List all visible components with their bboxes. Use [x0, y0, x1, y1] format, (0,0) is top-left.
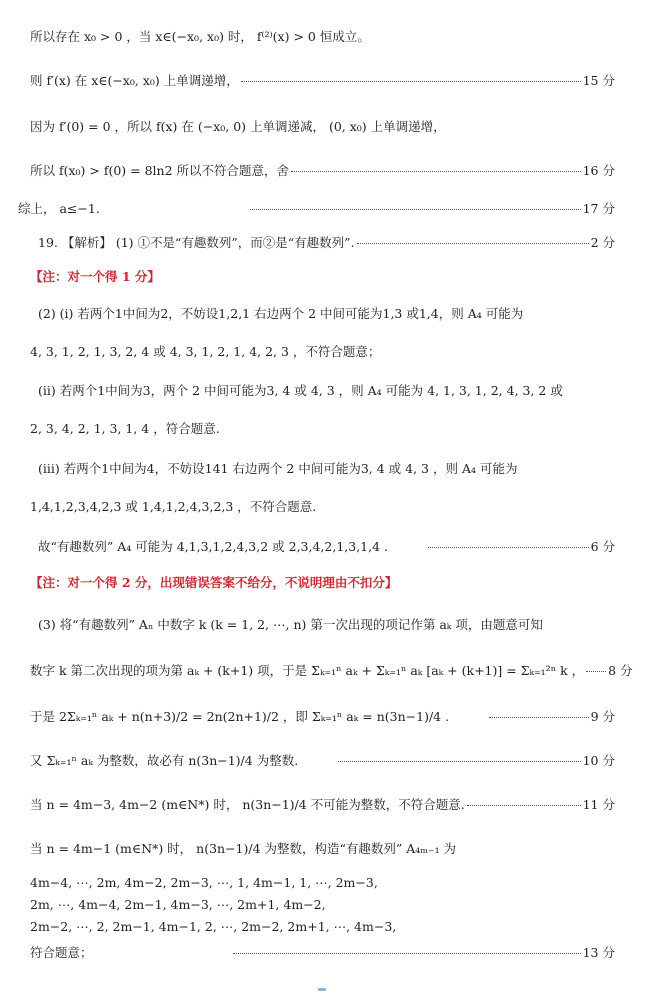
- dot-leader: [250, 209, 581, 210]
- line-part2-summary: 故“有趣数列” A₄ 可能为 4,1,3,1,2,4,3,2 或 2,3,4,2,1,3,1,4 . 6 分: [38, 539, 615, 554]
- line-x0-exists: 所以存在 x₀ > 0 ，当 x∈(−x₀, x₀) 时， f⁽²⁾(x) > 0 恒成立。: [30, 29, 370, 44]
- score-2: 2 分: [590, 235, 615, 250]
- line-part2-iii-b: 1,4,1,2,3,4,2,3 或 1,4,1,2,4,3,2,3 ，不符合题意.: [30, 499, 317, 514]
- line-reject: 所以 f(x₀) > f(0) = 8ln2 所以不符合题意，舍 16 分: [30, 163, 615, 178]
- line-part3-a: (3) 将“有趣数列” Aₙ 中数字 k (k = 1, 2, ⋯, n) 第一次出现的项记作第 aₖ 项，由题意可知: [38, 617, 543, 632]
- score-9: 9 分: [590, 709, 615, 724]
- dot-leader: [291, 171, 581, 172]
- line-fprime-increasing: 则 f′(x) 在 x∈(−x₀, x₀) 上单调递增， 15 分: [30, 73, 615, 88]
- dot-leader: [428, 547, 589, 548]
- score-15: 15 分: [582, 73, 615, 88]
- line-part3-e: 当 n = 4m−3, 4m−2 (m∈N*) 时， n(3n−1)/4 不可能为整数，不符合题意. 11 分: [30, 797, 615, 812]
- note-one-point: 【注：对一个得 1 分】: [30, 269, 160, 284]
- dot-leader: [586, 671, 606, 672]
- score-8: 8 分: [608, 663, 633, 678]
- score-11: 11 分: [582, 797, 615, 812]
- line-conclusion: 综上， a≤−1. 17 分: [18, 201, 615, 216]
- score-17: 17 分: [582, 201, 615, 216]
- page-edge-mark: [318, 988, 326, 991]
- dot-leader: [233, 953, 581, 954]
- dot-leader: [489, 717, 588, 718]
- sequence-line-1: 4m−4, ⋯, 2m, 4m−2, 2m−3, ⋯, 1, 4m−1, 1, ⋯, 2m−3,: [30, 875, 378, 890]
- line-part3-b: 数字 k 第二次出现的项为第 aₖ + (k+1) 项，于是 Σₖ₌₁ⁿ aₖ + Σₖ₌₁ⁿ aₖ [aₖ + (k+1)] = Σₖ₌₁²ⁿ k ， 8 分: [30, 663, 633, 678]
- line-part2-iii-a: (iii) 若两个1中间为4，不妨设141 右边两个 2 中间可能为3, 4 或 4, 3 ，则 A₄ 可能为: [38, 461, 518, 476]
- line-q19-part1: 19. 【解析】 (1) ①不是“有趣数列”，而②是“有趣数列”. 2 分: [38, 235, 615, 250]
- score-16: 16 分: [582, 163, 615, 178]
- dot-leader: [357, 243, 589, 244]
- line-part2-ii-b: 2, 3, 4, 2, 1, 3, 1, 4 ，符合题意.: [30, 421, 220, 436]
- line-final: 符合题意； 13 分: [30, 945, 615, 960]
- line-part2-i-b: 4, 3, 1, 2, 1, 3, 2, 4 或 4, 3, 1, 2, 1, 4, 2, 3 ，不符合题意；: [30, 344, 381, 359]
- dot-leader: [241, 81, 581, 82]
- score-10: 10 分: [582, 753, 615, 768]
- score-6: 6 分: [590, 539, 615, 554]
- note-two-points: 【注：对一个得 2 分，出现错误答案不给分，不说明理由不扣分】: [30, 575, 398, 590]
- line-part3-d: 又 Σₖ₌₁ⁿ aₖ 为整数，故必有 n(3n−1)/4 为整数. 10 分: [30, 753, 615, 768]
- dot-leader: [467, 805, 581, 806]
- sequence-line-3: 2m−2, ⋯, 2, 2m−1, 4m−1, 2, ⋯, 2m−2, 2m+1, ⋯, 4m−3,: [30, 919, 397, 934]
- sequence-line-2: 2m, ⋯, 4m−4, 2m−1, 4m−3, ⋯, 2m+1, 4m−2,: [30, 897, 326, 912]
- line-monotonic: 因为 f′(0) = 0 ，所以 f(x) 在 (−x₀, 0) 上单调递减， (0, x₀) 上单调递增，: [30, 119, 446, 134]
- line-part3-f: 当 n = 4m−1 (m∈N*) 时， n(3n−1)/4 为整数，构造“有趣数列” A₄ₘ₋₁ 为: [30, 841, 457, 856]
- line-part3-c: 于是 2Σₖ₌₁ⁿ aₖ + n(n+3)/2 = 2n(2n+1)/2 ，即 Σₖ₌₁ⁿ aₖ = n(3n−1)/4 . 9 分: [30, 709, 615, 724]
- score-13: 13 分: [582, 945, 615, 960]
- line-part2-ii-a: (ii) 若两个1中间为3，两个 2 中间可能为3, 4 或 4, 3 ，则 A₄ 可能为 4, 1, 3, 1, 2, 4, 3, 2 或: [38, 383, 563, 398]
- line-part2-i-a: (2) (i) 若两个1中间为2，不妨设1,2,1 右边两个 2 中间可能为1,3 或1,4，则 A₄ 可能为: [38, 306, 524, 321]
- dot-leader: [338, 761, 580, 762]
